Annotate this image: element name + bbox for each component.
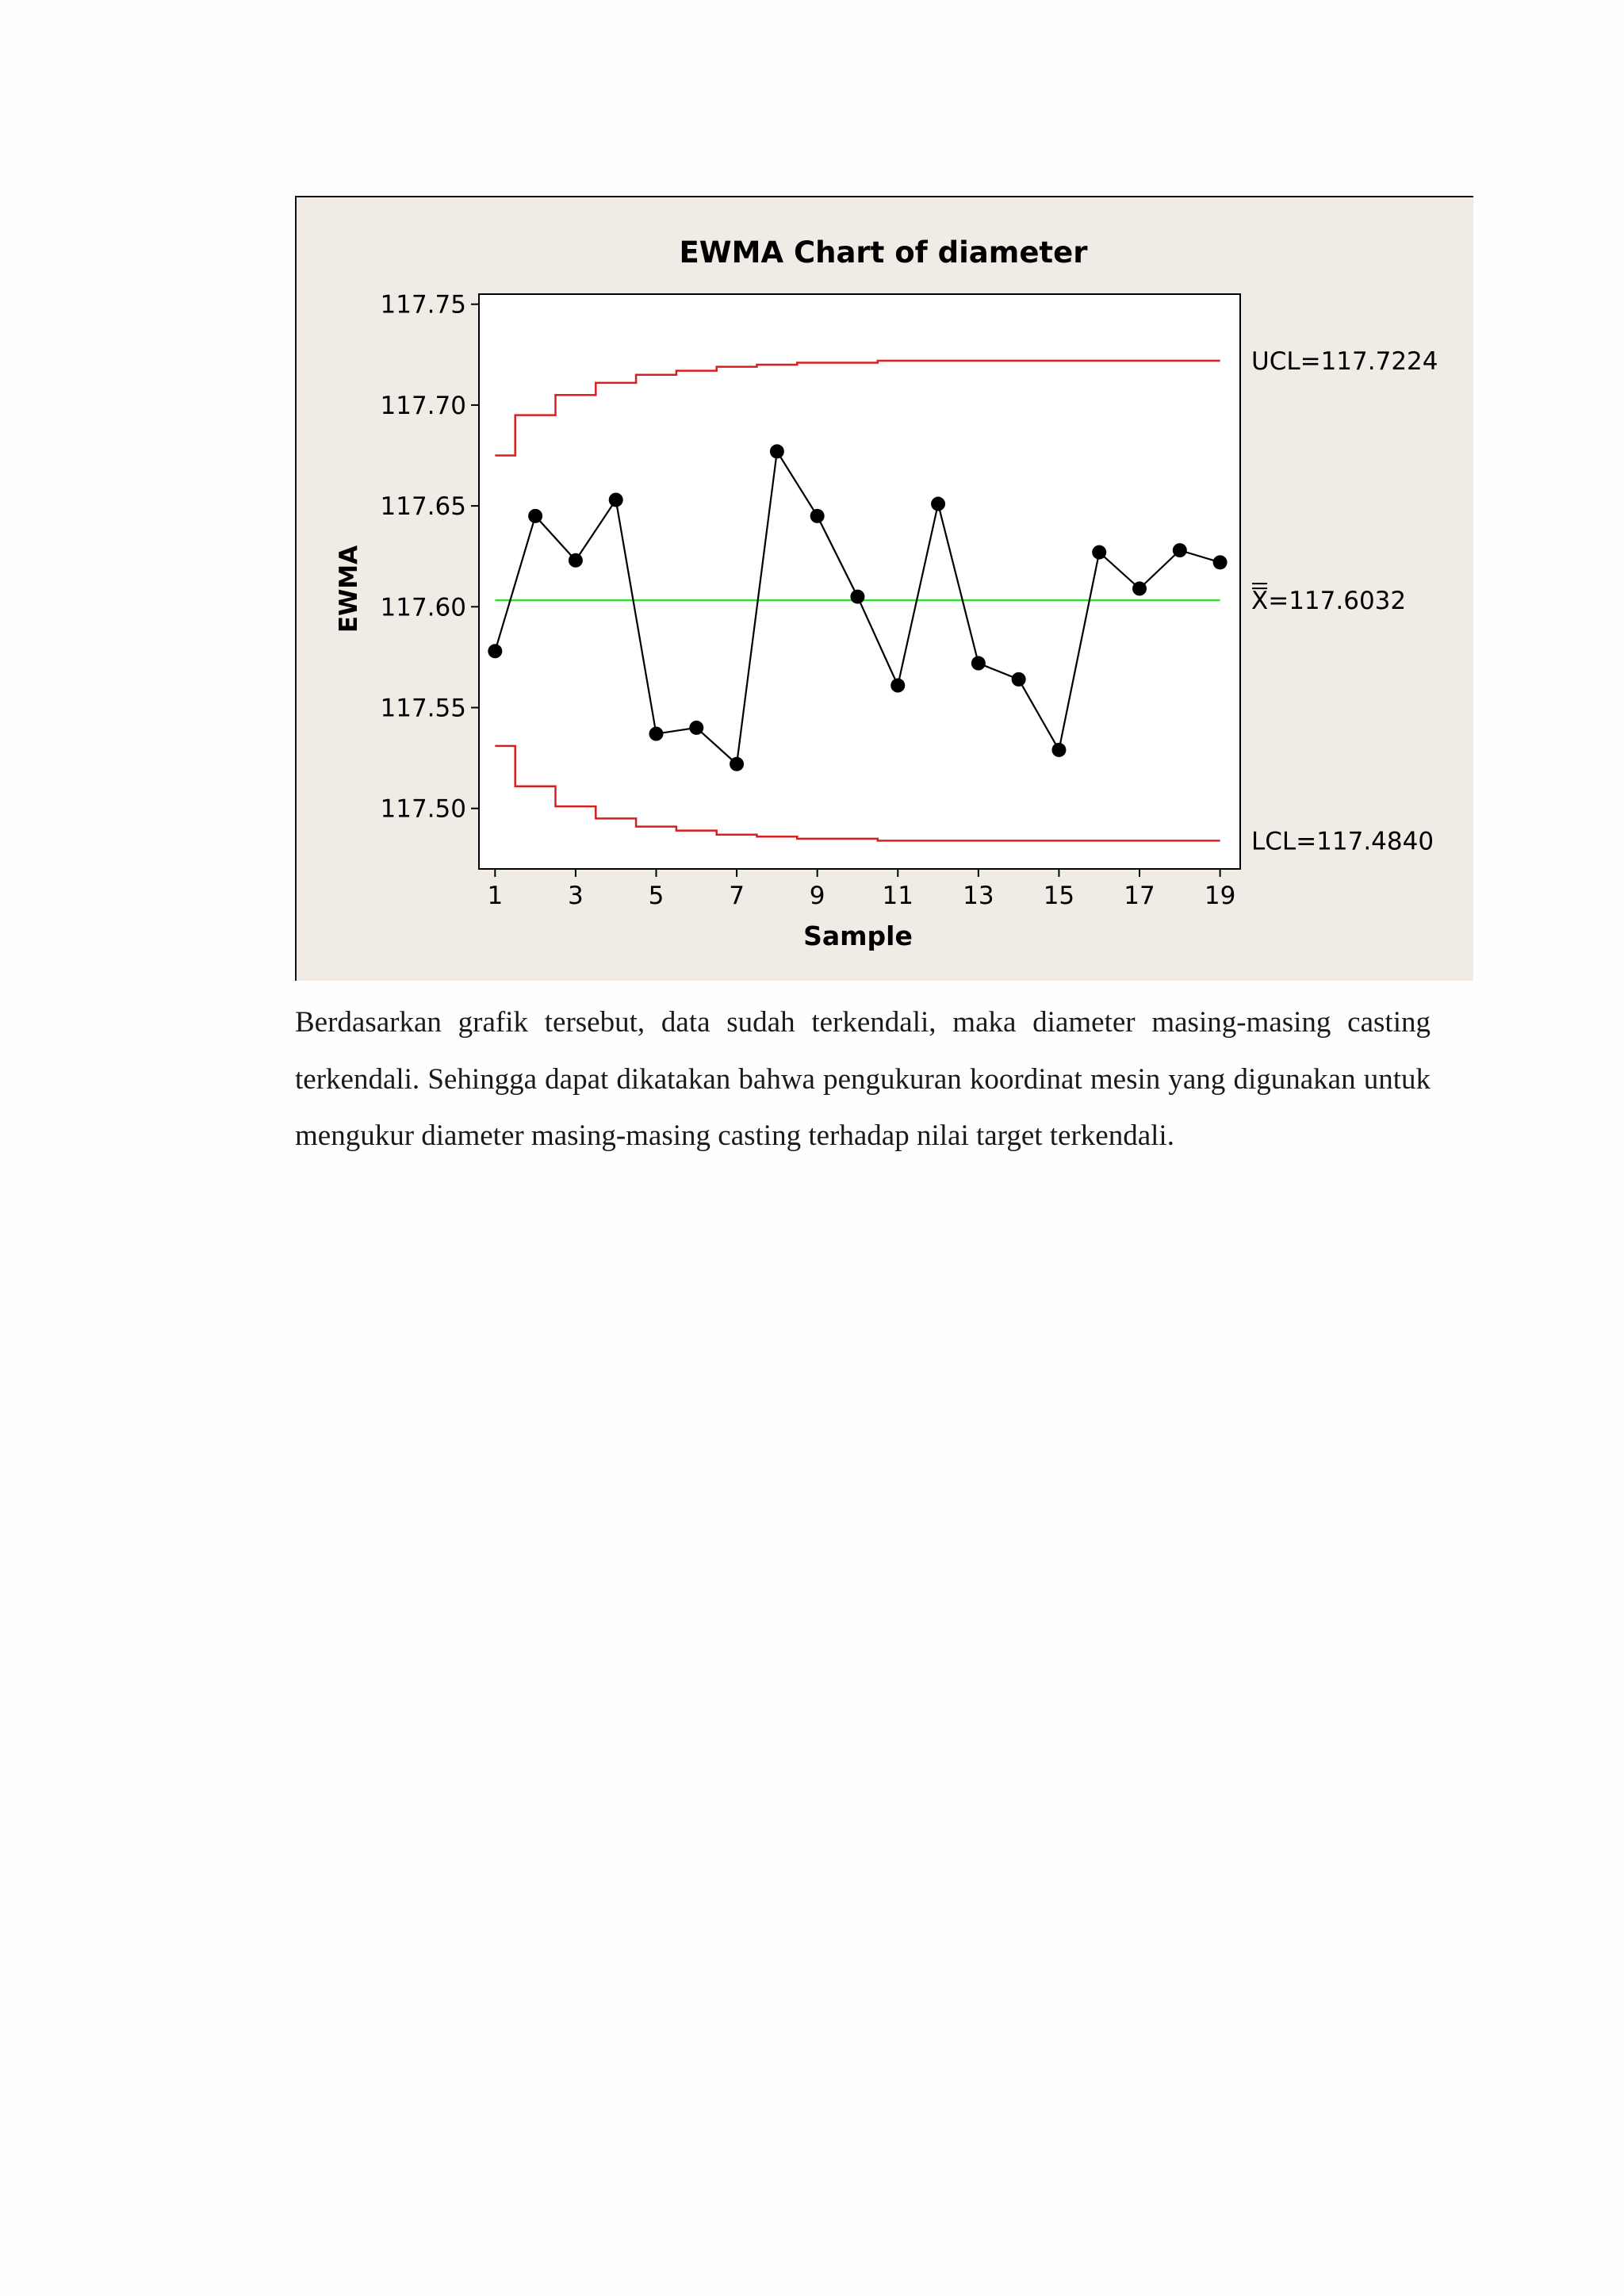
x-tick-label: 9	[809, 882, 825, 910]
y-tick-label: 117.60	[380, 593, 466, 622]
x-tick-label: 13	[963, 882, 994, 910]
ewma-point	[1012, 672, 1026, 687]
ewma-point	[770, 444, 784, 458]
ewma-point	[1051, 743, 1066, 757]
ewma-point	[810, 509, 825, 523]
ewma-point	[1213, 555, 1228, 569]
plot-layer	[381, 291, 1438, 910]
ewma-point	[1173, 543, 1187, 557]
y-tick-label: 117.70	[380, 391, 466, 420]
y-axis-label: EWMA	[335, 545, 363, 633]
x-tick-label: 17	[1124, 882, 1155, 910]
x-tick-label: 19	[1204, 882, 1236, 910]
ewma-point	[850, 590, 864, 604]
chart-figure	[295, 196, 1473, 981]
y-tick-label: 117.75	[380, 290, 466, 320]
x-tick-label: 15	[1043, 882, 1075, 910]
ewma-point	[1132, 581, 1147, 595]
lcl-label: LCL=117.4840	[1251, 827, 1434, 856]
body-paragraph: Berdasarkan grafik tersebut, data sudah terkendali, maka diameter masing-masing casting terkendali. Sehingga dapat dikatakan bahwa pengukuran koordinat mesin yang digunakan untuk mengukur diameter masing-masing casting terhadap nilai target terkendali.	[295, 1006, 1431, 1152]
ewma-point	[488, 644, 502, 658]
ewma-point	[931, 497, 945, 511]
ewma-chart	[297, 197, 1475, 982]
y-tick-label: 117.50	[380, 794, 466, 824]
x-axis-label: Sample	[803, 920, 913, 951]
x-tick-label: 11	[882, 882, 914, 910]
x-tick-label: 5	[648, 882, 665, 910]
ewma-point	[730, 757, 744, 771]
ewma-point	[649, 727, 663, 741]
ewma-point	[1092, 545, 1106, 560]
ewma-point	[891, 679, 905, 693]
plot-area	[479, 294, 1240, 869]
y-tick-label: 117.55	[380, 694, 466, 723]
ucl-label: UCL=117.7224	[1251, 346, 1438, 376]
ewma-point	[971, 656, 986, 671]
x-tick-label: 3	[568, 882, 584, 910]
ewma-point	[609, 492, 623, 507]
center-label: X=117.6032	[1251, 587, 1407, 616]
chart-title: EWMA Chart of diameter	[679, 235, 1088, 270]
x-tick-label: 1	[487, 882, 504, 910]
y-tick-label: 117.65	[380, 492, 466, 522]
ewma-point	[528, 509, 542, 523]
ewma-point	[569, 553, 583, 568]
x-tick-label: 7	[729, 882, 745, 910]
ewma-point	[689, 721, 703, 735]
